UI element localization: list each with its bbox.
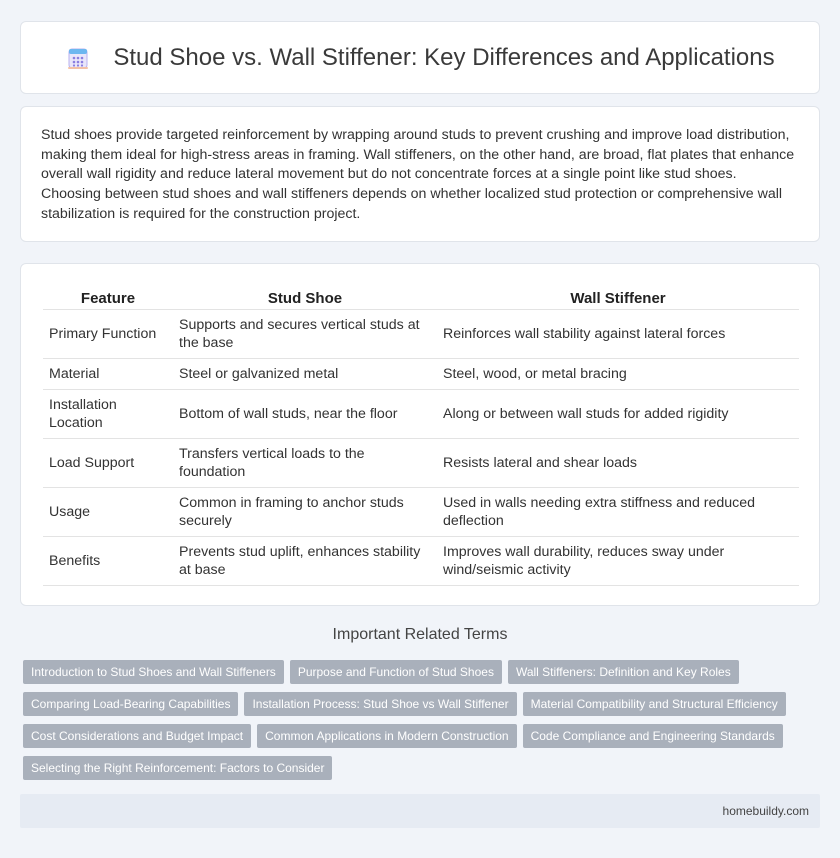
related-terms-title: Important Related Terms xyxy=(332,626,508,643)
stud-shoe-cell: Steel or galvanized metal xyxy=(173,358,437,389)
related-term-tag[interactable]: Common Applications in Modern Construction xyxy=(257,724,516,748)
stud-shoe-cell: Supports and secures vertical studs at the base xyxy=(173,309,437,358)
related-term-tag[interactable]: Comparing Load-Bearing Capabilities xyxy=(23,692,238,716)
calendar-grid-icon xyxy=(65,45,91,71)
related-term-tag[interactable]: Wall Stiffeners: Definition and Key Roles xyxy=(508,660,739,684)
header-wall-stiffener: Wall Stiffener xyxy=(437,284,799,309)
feature-cell: Load Support xyxy=(43,438,173,487)
footer-site-link[interactable]: homebuildy.com xyxy=(722,804,809,818)
related-term-tag[interactable]: Code Compliance and Engineering Standards xyxy=(523,724,783,748)
table-row xyxy=(43,487,799,536)
page-title: Stud Shoe vs. Wall Stiffener: Key Differences and Applications xyxy=(113,43,775,71)
table-row xyxy=(43,309,799,358)
footer xyxy=(20,794,820,828)
stud-shoe-cell: Transfers vertical loads to the foundation xyxy=(173,438,437,487)
table-row xyxy=(43,358,799,389)
intro-paragraph: Stud shoes provide targeted reinforcement by wrapping around studs to prevent crushing and improve load distribution, making them ideal for high-stress areas in framing. Wall stiffeners, on the other hand, are broad, flat plates that enhance overall wall rigidity and reduce lateral movement but do not concentrate forces at a single point like stud shoes. Choosing between stud shoes and wall stiffeners depends on whether localized stud protection or comprehensive wall stabilization is required for the construction project. xyxy=(41,127,795,222)
table-header-row xyxy=(43,284,799,309)
related-term-tag[interactable]: Selecting the Right Reinforcement: Factors to Consider xyxy=(23,756,332,780)
related-term-tag[interactable]: Introduction to Stud Shoes and Wall Stiffeners xyxy=(23,660,284,684)
table-row xyxy=(43,536,799,585)
title-card xyxy=(20,21,820,94)
wall-stiffener-cell: Used in walls needing extra stiffness and reduced deflection xyxy=(437,487,799,536)
stud-shoe-cell: Common in framing to anchor studs securely xyxy=(173,487,437,536)
wall-stiffener-cell: Reinforces wall stability against lateral forces xyxy=(437,309,799,358)
intro-card xyxy=(20,106,820,242)
stud-shoe-cell: Prevents stud uplift, enhances stability at base xyxy=(173,536,437,585)
related-term-tag[interactable]: Purpose and Function of Stud Shoes xyxy=(290,660,502,684)
feature-cell: Usage xyxy=(43,487,173,536)
feature-cell: Primary Function xyxy=(43,309,173,358)
feature-cell: Installation Location xyxy=(43,389,173,438)
table-row xyxy=(43,438,799,487)
related-term-tag[interactable]: Installation Process: Stud Shoe vs Wall Stiffener xyxy=(244,692,516,716)
wall-stiffener-cell: Resists lateral and shear loads xyxy=(437,438,799,487)
feature-cell: Benefits xyxy=(43,536,173,585)
header-feature: Feature xyxy=(43,284,173,309)
wall-stiffener-cell: Steel, wood, or metal bracing xyxy=(437,358,799,389)
feature-cell: Material xyxy=(43,358,173,389)
wall-stiffener-cell: Along or between wall studs for added rigidity xyxy=(437,389,799,438)
header-stud-shoe: Stud Shoe xyxy=(173,284,437,309)
related-term-tag[interactable]: Cost Considerations and Budget Impact xyxy=(23,724,251,748)
related-term-tag[interactable]: Material Compatibility and Structural Efficiency xyxy=(523,692,786,716)
wall-stiffener-cell: Improves wall durability, reduces sway under wind/seismic activity xyxy=(437,536,799,585)
related-terms-list xyxy=(23,660,823,788)
table-row xyxy=(43,389,799,438)
comparison-table xyxy=(43,284,799,586)
comparison-table-card xyxy=(20,263,820,606)
stud-shoe-cell: Bottom of wall studs, near the floor xyxy=(173,389,437,438)
